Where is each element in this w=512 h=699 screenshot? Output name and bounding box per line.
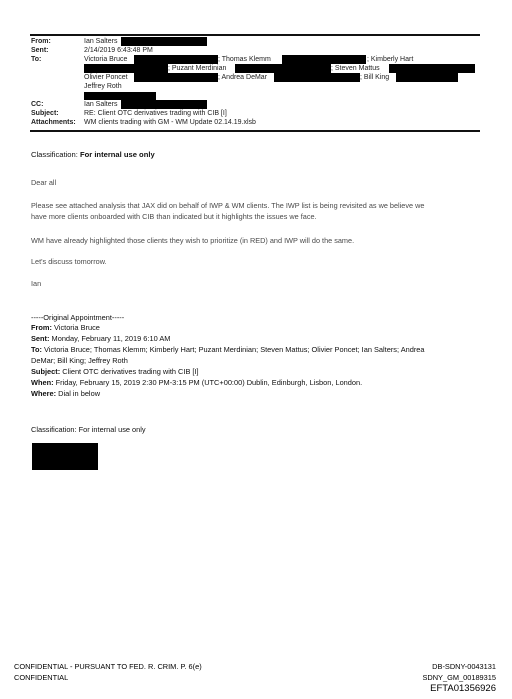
appt-sent-value: Monday, February 11, 2019 6:10 AM [51, 334, 171, 343]
appt-to-label: To: [31, 345, 42, 354]
appt-from [31, 323, 100, 332]
paragraph: Let's discuss tomorrow. [31, 257, 107, 266]
to-recipient: ; Thomas Klemm [218, 56, 271, 63]
header-top-rule [30, 34, 480, 36]
redaction-box [121, 100, 207, 109]
greeting: Dear all [31, 178, 57, 187]
redaction-box [32, 443, 98, 470]
to-recipient: Jeffrey Roth [84, 83, 122, 90]
to-recipient: ; Puzant Merdinian [168, 65, 227, 72]
sent-value: 2/14/2019 6:43:48 PM [84, 47, 153, 54]
sent-label: Sent: [31, 47, 49, 54]
paragraph-line: Please see attached analysis that JAX did on behalf of IWP & WM clients. The IWP list is being revisited as we believe we [31, 201, 425, 210]
from-label: From: [31, 38, 51, 45]
appt-when [31, 378, 362, 387]
paragraph: WM have already highlighted those clients they wish to prioritize (in RED) and IWP will do the same. [31, 236, 355, 245]
signature: Ian [31, 279, 42, 288]
subject-value: RE: Client OTC derivatives trading with CIB [I] [84, 110, 227, 117]
footer-confidential-line1: CONFIDENTIAL - PURSUANT TO FED. R. CRIM. P. 6(e) [14, 662, 202, 671]
redaction-box [389, 64, 475, 73]
paragraph-line: have more clients onboarded with CIB than indicated but it highlights the issues we face. [31, 212, 317, 221]
to-recipient: Victoria Bruce [84, 56, 128, 63]
appt-to [31, 345, 425, 354]
redaction-box [235, 64, 331, 73]
appt-where-value: Dial in below [58, 389, 101, 398]
subject-label: Subject: [31, 110, 59, 117]
bates-number: DB-SDNY-0043131 [432, 662, 496, 671]
to-recipient: ; Andrea DeMar [218, 74, 268, 81]
appt-from-value: Victoria Bruce [54, 323, 100, 332]
appt-subject [31, 367, 199, 376]
appt-to-continued: DeMar; Bill King; Jeffrey Roth [31, 356, 128, 365]
appt-subject-value: Client OTC derivatives trading with CIB [I] [62, 367, 199, 376]
header-bottom-rule [30, 130, 480, 132]
appt-to-value: Victoria Bruce; Thomas Klemm; Kimberly Hart; Puzant Merdinian; Steven Mattus; Olivier Poncet; Ian Salters; Andrea [44, 345, 425, 354]
appt-sent-label: Sent: [31, 334, 50, 343]
from-value: Ian Salters [84, 38, 118, 45]
redaction-box [134, 73, 218, 82]
cc-value: Ian Salters [84, 101, 118, 108]
classification-label: Classification: [31, 150, 78, 159]
to-recipient: ; Kimberly Hart [367, 56, 414, 63]
bates-number: SDNY_GM_00189315 [422, 673, 496, 682]
classification-line [31, 150, 155, 159]
redaction-box [274, 73, 360, 82]
redaction-box [84, 64, 168, 73]
to-recipient: Olivier Poncet [84, 74, 128, 81]
appt-where-label: Where: [31, 389, 57, 398]
to-recipient: ; Bill King [360, 74, 390, 81]
appt-when-value: Friday, February 15, 2019 2:30 PM-3:15 PM (UTC+00:00) Dublin, Edinburgh, Lisbon, London. [55, 378, 363, 387]
appt-subject-label: Subject: [31, 367, 61, 376]
to-recipient: ; Steven Mattus [331, 65, 380, 72]
classification-value: For internal use only [79, 150, 155, 159]
classification-footer-line: Classification: For internal use only [31, 425, 146, 434]
efta-number: EFTA01356926 [430, 683, 496, 694]
redaction-box [121, 37, 207, 46]
redaction-box [84, 92, 156, 100]
original-appointment-header: -----Original Appointment----- [31, 313, 125, 322]
redaction-box [134, 55, 218, 64]
attachments-label: Attachments: [31, 119, 76, 126]
appt-sent [31, 334, 170, 343]
appt-when-label: When: [31, 378, 54, 387]
attachment-filename[interactable]: WM clients trading with GM - WM Update 02.14.19.xlsb [84, 119, 256, 126]
redaction-box [396, 73, 458, 82]
footer-confidential-line2: CONFIDENTIAL [14, 673, 69, 682]
appt-where [31, 389, 100, 398]
redaction-box [282, 55, 366, 64]
to-label: To: [31, 56, 42, 63]
cc-label: CC: [31, 101, 44, 108]
appt-from-label: From: [31, 323, 52, 332]
